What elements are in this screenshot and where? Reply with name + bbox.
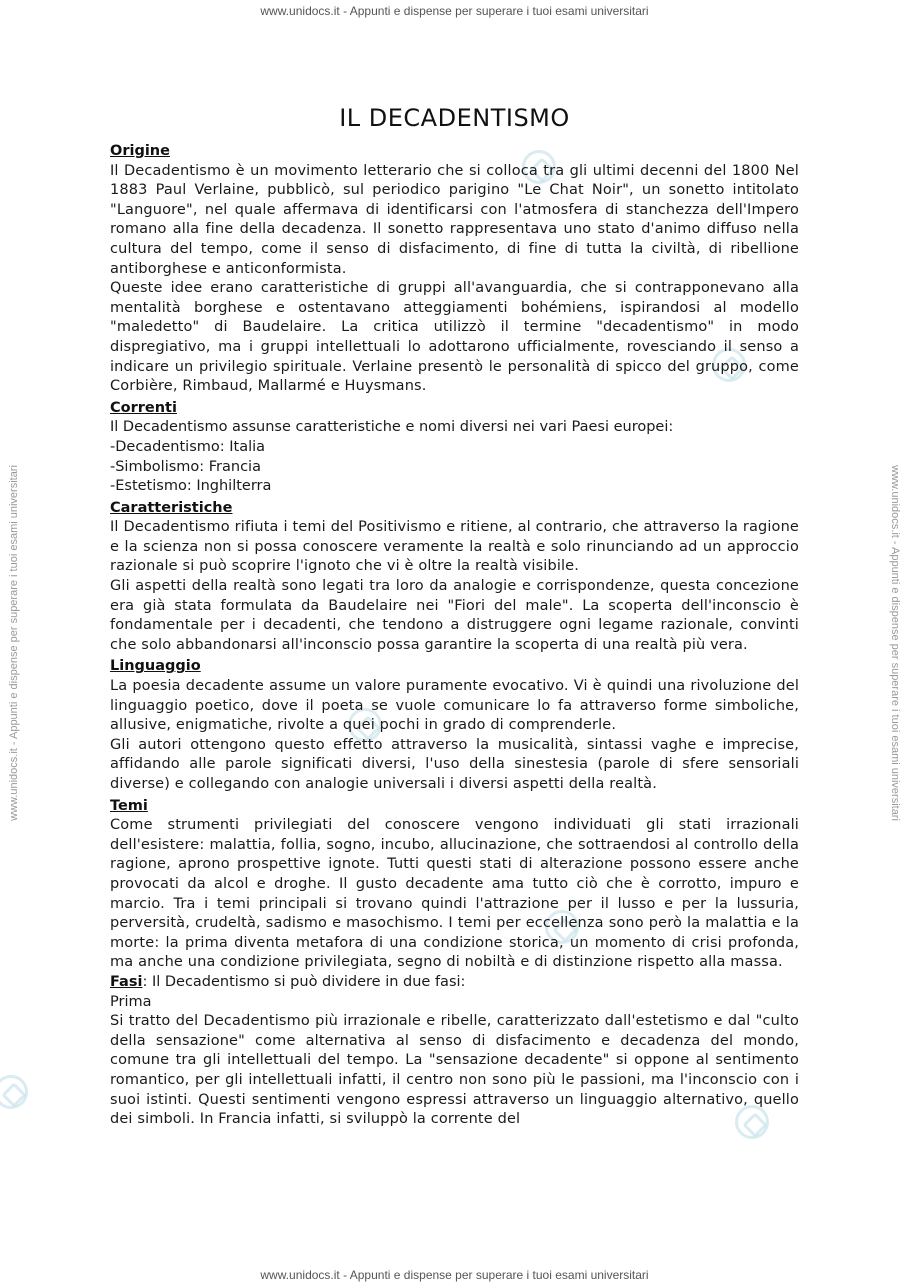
section-heading-temi: Temi: [110, 797, 148, 814]
left-side-watermark-text: www.unidocs.it - Appunti e dispense per superare i tuoi esami universitari: [8, 465, 20, 821]
document-title: IL DECADENTISMO: [339, 104, 570, 132]
paragraph: Queste idee erano caratteristiche di gruppi all'avanguardia, che si contrapponevano alla mentalità borghese e ostentavano atteggiamenti bohémiens, ispirandosi al modello "maledetto" di Baudelaire. La critica utilizzò il termine "decadentismo" in modo dispregiativo, ma i gruppi intellettuali lo adottarono ufficialmente, rovesciando il senso a indicare un privilegio spirituale. Verlaine presentò le personalità di spicco del gruppo, come Corbière, Rimbaud, Mallarmé e Huysmans.: [110, 280, 799, 395]
unidocs-logo-icon: [0, 1075, 28, 1109]
section-heading-origine: Origine: [110, 143, 170, 159]
paragraph: Come strumenti privilegiati del conoscere vengono individuati gli stati irrazionali dell'esistere: malattia, follia, sogno, incubo, allucinazione, che sottraendosi al controllo della ragione, aprono prospettive ignote. Tutti questi stati di alterazione possono essere anche provocati da alcol e droghe. Il gusto decadente ama tutto ciò che è corrotto, impuro e marcio. Tra i temi principali si trovano quindi l'attrazione per il lusso e per la lussuria, perversità, crudeltà, sadismo e masochismo. I temi per eccellenza sono però la malattia e la morte: la prima diventa metafora di una condizione storica, un momento di crisi profonda, ma anche una condizione privilegiata, segno di nobiltà e di distinzione rispetto alla massa.: [110, 817, 799, 971]
correnti-intro: Il Decadentismo assunse caratteristiche e nomi diversi nei vari Paesi europei:: [110, 419, 674, 436]
section-heading-fasi: Fasi: [110, 973, 143, 990]
section-fasi: [110, 973, 799, 1130]
paragraph: Gli aspetti della realtà sono legati tra loro da analogie e corrispondenze, questa concezione era già stata formulata da Baudelaire nei "Fiori del male". La scoperta dell'inconscio è fondamentale per i decadenti, che tendono a distruggere ogni legame razionale, convinti che solo abbandonarsi all'inconscio possa garantire la scoperta di una realtà più vera.: [110, 578, 799, 653]
paragraph: La poesia decadente assume un valore puramente evocativo. Vi è quindi una rivoluzione del linguaggio poetico, dove il poeta se vuole comunicare lo fa attraverso forme simboliche, allusive, enigmatiche, rivolte a quei pochi in grado di comprenderle.: [110, 678, 799, 734]
right-side-watermark-text: www.unidocs.it - Appunti e dispense per superare i tuoi esami universitari: [889, 465, 901, 821]
header-watermark-banner: www.unidocs.it - Appunti e dispense per superare i tuoi esami universitari: [260, 4, 649, 18]
section-heading-linguaggio: Linguaggio: [110, 658, 201, 675]
section-linguaggio: [110, 655, 799, 794]
list-item: -Estetismo: Inghilterra: [110, 478, 272, 495]
section-heading-correnti: Correnti: [110, 399, 177, 416]
paragraph: Gli autori ottengono questo effetto attraverso la musicalità, sintassi vaghe e imprecise, affidando alle parole significati diversi, l'uso della sinestesia (parole di sfere sensoriali diverse) e collegando con analogie universali i diversi aspetti della realtà.: [110, 736, 799, 792]
fasi-intro-row: [110, 973, 799, 993]
paragraph: Si tratto del Decadentismo più irrazionale e ribelle, caratterizzato dall'estetismo e dal "culto della sensazione" come alternativa al senso di disfacimento e decadenza del mondo, comune tra gli intellettuali del tempo. La "sensazione decadente" si oppone al sentimento romantico, per gli intellettuali infatti, il centro non sono più le passioni, ma l'inconscio con i suoi istinti. Questi sentimenti vengono espressi attraverso un linguaggio alternativo, quello dei simboli. In Francia infatti, si sviluppò la corrente del: [110, 1013, 799, 1128]
list-item: -Simbolismo: Francia: [110, 458, 261, 475]
footer-watermark-banner: www.unidocs.it - Appunti e dispense per superare i tuoi esami universitari: [260, 1268, 649, 1282]
section-caratteristiche: [110, 497, 799, 656]
paragraph: Il Decadentismo è un movimento letterario che si colloca tra gli ultimi decenni del 1800 Nel 1883 Paul Verlaine, pubblicò, sul periodico parigino "Le Chat Noir", un sonetto intitolato "Languore", nel quale affermava di identificarsi con l'atmosfera di stanchezza dell'Impero romano alla fine della decadenza. Il sonetto rappresentava uno stato d'animo diffuso nella cultura del tempo, come il senso di disfacimento, di fine di tutta la civiltà, di ribellione antiborghese e anticonformista.: [110, 162, 799, 277]
section-temi: [110, 795, 799, 973]
document-page: [110, 104, 799, 1130]
section-correnti: [110, 397, 799, 497]
section-origine: [110, 140, 799, 397]
list-item: -Decadentismo: Italia: [110, 438, 266, 455]
paragraph: Il Decadentismo rifiuta i temi del Positivismo e ritiene, al contrario, che attraverso la ragione e la scienza non si possa conoscere veramente la realtà e solo rinunciando ad un approccio razionale si può scoprire l'ignoto che vi è oltre la realtà visibile.: [110, 519, 799, 575]
fasi-intro: : Il Decadentismo si può dividere in due fasi:: [142, 973, 466, 990]
section-heading-caratteristiche: Caratteristiche: [110, 499, 233, 516]
fasi-subheading-prima: Prima: [110, 993, 152, 1010]
